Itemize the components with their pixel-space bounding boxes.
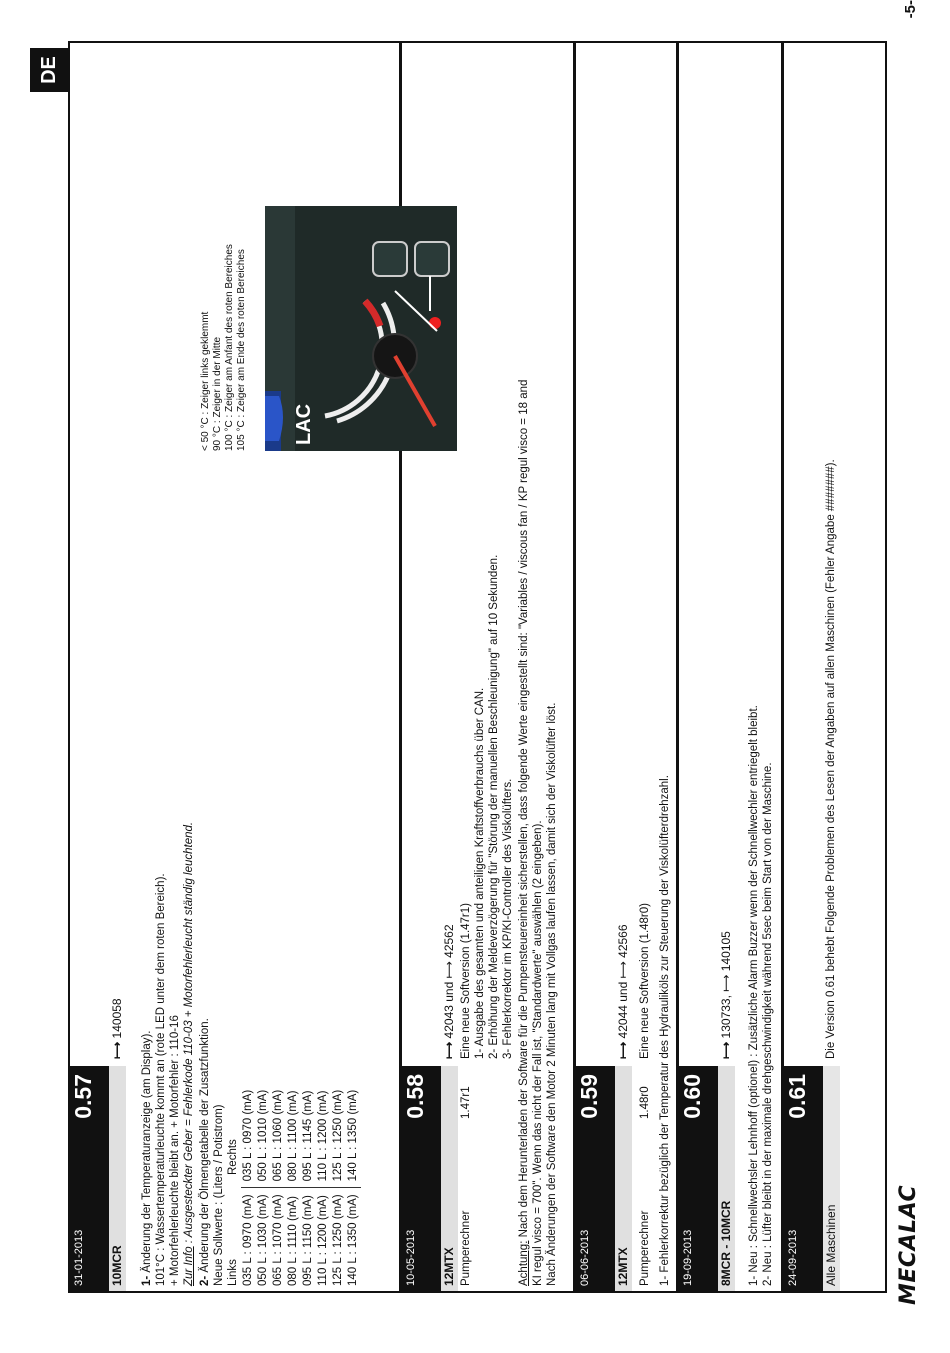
section-header [784,1066,823,1291]
change-line: 2- Neu : Lüfter bleibt in der maximale drehgeschwindigkeit während 5sec beim Start von der Maschine. [762,762,774,1286]
table-row: 050 L : 1030 (mA) 050 L : 1010 (mA) [257,1089,269,1286]
changelog-table [68,41,887,1293]
brand-logo: MECALAC [896,1184,921,1305]
field-label: Pumperechner [639,1210,651,1286]
arrow-icon: ⟼ [616,1041,630,1059]
change-1-title: 1- Änderung der Temperaturanzeige (am Display). [141,1030,153,1286]
release-date: 24-09-2013 [787,1229,799,1286]
section-0-61 [784,43,885,1291]
version-number: 0.60 [679,1074,705,1119]
serial-range: ⟼ 140058 [110,998,124,1059]
table-row: 125 L : 1250 (mA) 125 L : 1250 (mA) [332,1089,344,1286]
version-number: 0.59 [576,1074,602,1119]
change-1-line: 101°C : Wassertemperaturleuchte kommt an (rote LED unter dem roten Bereich). [155,873,167,1286]
arrow-icon: ⟼ [110,1041,124,1059]
section-header [679,1066,718,1291]
change-line: 1- Neu : Schnellwechsler Lehnhoff (optionel) : Zusätzliche Alarm Buzzer wenn der Schnellwechler entriegelt bleibt. [748,705,760,1286]
oil-table [241,1084,361,1286]
release-date: 06-06-2013 [579,1229,591,1286]
change-1-line: + Motorfehlerleuchte bleibt an. + Motorfehler : 110-16 [169,1015,181,1286]
field-label: Pumperechner [460,1210,472,1286]
serial-range: ⟼ 42044 und ⟼ 42566 [616,924,630,1059]
change-2-line: Neue Sollwerte : (Liters / Potistrom) [213,1104,225,1286]
photo-brand-text: LAC [293,403,315,445]
serial-range: ⟼ 42043 und ⟼ 42562 [442,924,456,1059]
section-header [70,1066,109,1291]
change-line: Die Version 0.61 behebt Folgende Problemen des Lesen der Angaben auf allen Maschinen (Fehler Angabe #######). [825,459,837,1059]
info-note: Zur Info : Ausgesteckter Geber = Fehlerkode 110-03 + Motorfehlerleucht ständig leuchtend. [183,821,195,1286]
change-line: Eine neue Softversion (1.47r1) [460,903,472,1059]
attention-line: KI regul visco = 700". Wenn das nicht der Fall ist, "Standardwerte" auswählen (2 eingeben). [532,820,544,1286]
release-date: 19-09-2013 [682,1229,694,1286]
machine-model: 12MTX [441,1066,458,1291]
change-2-title: 2- Änderung der Ölmengetabelle der Zusatzfunktion. [199,1018,211,1286]
section-0-59 [576,43,679,1291]
table-row: 095 L : 1150 (mA) 095 L : 1145 (mA) [302,1090,314,1286]
change-line: 1- Ausgabe des gesamten und anteiligen Kraftstoffverbrauchs über CAN. [474,687,486,1059]
table-row: 065 L : 1070 (mA) 065 L : 1060 (mA) [272,1089,284,1286]
section-0-57 [70,43,402,1291]
table-row: 110 L : 1200 (mA) 110 L : 1200 (mA) [317,1090,329,1286]
col-left-label: Links [227,1259,239,1286]
machine-model: Alle Maschinen [823,1066,840,1291]
section-0-58 [402,43,576,1291]
section-0-60 [679,43,784,1291]
arrow-icon: ⟼ [719,1041,733,1059]
attention-line: Nach Änderungen der Software den Motor 2 Minuten lang mit Vollgas laufen lassen, damit sich der Viskolüfter löst. [546,702,558,1286]
table-row: 140 L : 1350 (mA) 140 L : 1350 (mA) [347,1089,359,1286]
version-number: 0.57 [70,1074,96,1119]
section-header [402,1066,441,1291]
release-date: 10-05-2013 [405,1229,417,1286]
machine-model: 8MCR - 10MCR [718,1066,735,1291]
change-line: 2- Erhöhung der Meldeverzögerung für "Störung der manuellen Beschleunigung" auf 10 Sekunden. [488,554,500,1059]
change-line: 1- Fehlerkorrektur bezüglich der Temperatur des Hydrauliköls zur Steuerung der Viskolüfterdrehzahl. [659,775,671,1286]
version-number: 0.58 [402,1074,428,1119]
machine-model: 10MCR [109,1066,126,1291]
machine-model: 12MTX [615,1066,632,1291]
table-row: 080 L : 1110 (mA) 080 L : 1100 (mA) [287,1090,299,1286]
page-number: -5- [902,0,919,19]
version-number: 0.61 [784,1074,810,1119]
field-value: 1.47r1 [460,1086,472,1119]
section-header [576,1066,615,1291]
change-line: Eine neue Softversion (1.48r0) [639,903,651,1059]
arrow-icon: ⟼ [442,1041,456,1059]
release-date: 31-01-2013 [73,1229,85,1286]
serial-range: ⟼ 130733, ⟼ 140105 [719,931,733,1059]
col-right-label: Rechts [227,1139,239,1175]
language-badge: DE [30,48,68,92]
attention-note: Achtung: Nach dem Herunterladen der Software für die Pumpensteuereinheit sicherstellen, dass folgende Werte eingestellt sind: "Variables / viscous fan / KP regul visco = 18 and [518,379,530,1286]
temperature-legend: < 50 °C : Zeiger links geklemmt 90 °C : Zeiger in der Mitte 100 °C : Zeiger am Anfant des roten Bereiches 105 °C : Zeiger am Ende des roten Bereiches [200,244,247,451]
table-row: 035 L : 0970 (mA) 035 L : 0970 (mA) [242,1089,254,1286]
change-line: 3- Fehlerkorrektor im KP/KI-Controller des Viskolüfters. [502,778,514,1059]
field-value: 1.48r0 [639,1086,651,1119]
